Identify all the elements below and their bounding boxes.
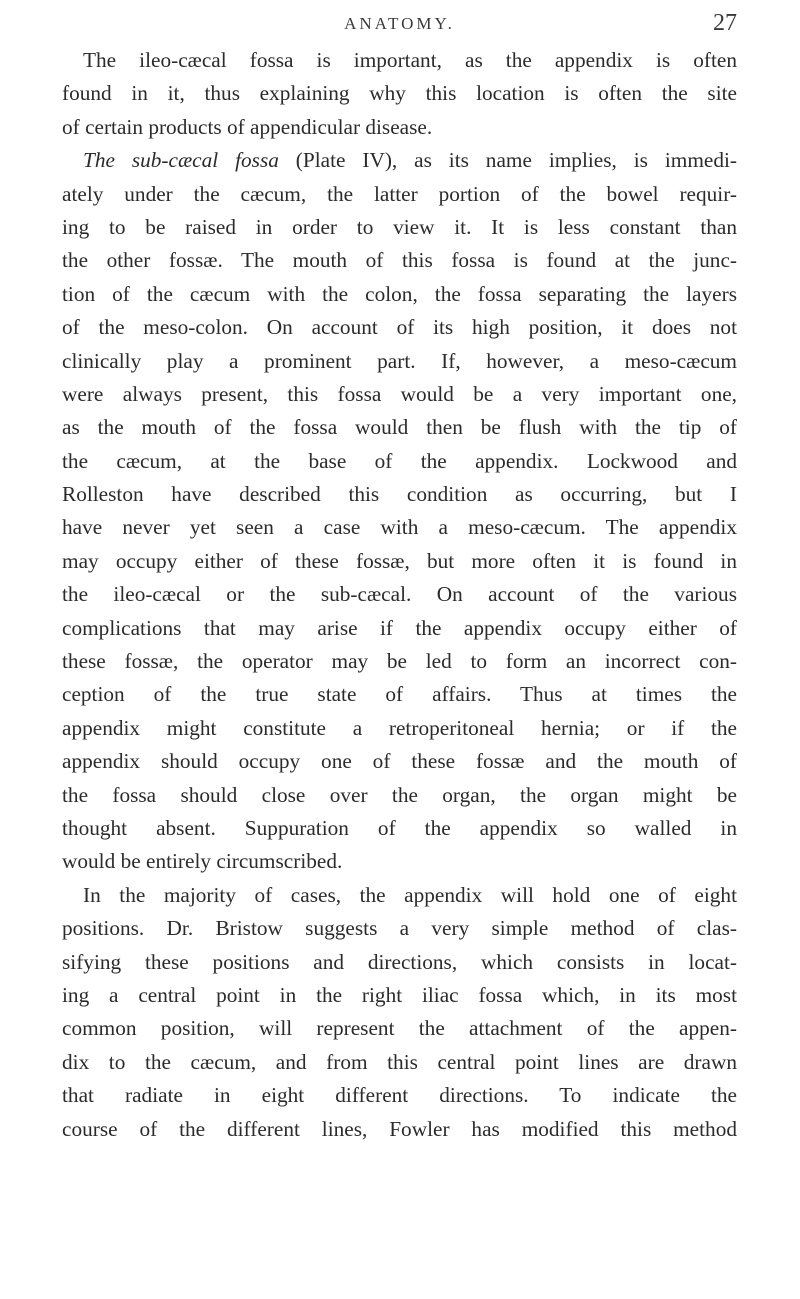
text-line: appendix might constitute a retroperitoneal hernia; or if the xyxy=(62,715,737,740)
text-line: were always present, this fossa would be a very important one, xyxy=(62,381,737,406)
text-line: positions. Dr. Bristow suggests a very simple method of clas- xyxy=(62,916,737,941)
text-line: Rolleston have described this condition as occurring, but I xyxy=(62,482,737,507)
text-line: these fossæ, the operator may be led to form an incorrect con- xyxy=(62,649,737,674)
text-line: the cæcum, at the base of the appendix. Lockwood and xyxy=(62,448,737,473)
text-line: of certain products of appendicular disease. xyxy=(62,114,433,139)
text-line: of the meso-colon. On account of its high position, it does not xyxy=(62,315,737,340)
body-text xyxy=(62,44,737,1146)
text-line: tion of the cæcum with the colon, the fossa separating the layers xyxy=(62,281,737,306)
italic-term: The sub-cæcal fossa xyxy=(83,148,279,173)
text-line: ing to be raised in order to view it. It is less constant than xyxy=(62,214,737,239)
text-line: as the mouth of the fossa would then be flush with the tip of xyxy=(62,415,737,440)
text-line xyxy=(62,144,737,177)
text-line: found in it, thus explaining why this location is often the site xyxy=(62,81,737,106)
text-line: that radiate in eight different directions. To indicate the xyxy=(62,1083,737,1108)
text-line: course of the different lines, Fowler has modified this method xyxy=(62,1116,737,1141)
text-line: dix to the cæcum, and from this central point lines are drawn xyxy=(62,1049,737,1074)
page-number: 27 xyxy=(713,10,737,36)
running-title: ANATOMY. xyxy=(344,14,455,33)
text-line: appendix should occupy one of these fossæ and the mouth of xyxy=(62,749,737,774)
text-line: In the majority of cases, the appendix will hold one of eight xyxy=(83,882,737,907)
running-head xyxy=(62,12,737,42)
text-line-rest: (Plate IV), as its name implies, is immedi- xyxy=(295,148,737,173)
text-line: common position, will represent the attachment of the appen- xyxy=(62,1016,737,1041)
text-line: the fossa should close over the organ, the organ might be xyxy=(62,782,737,807)
text-line: ception of the true state of affairs. Thus at times the xyxy=(62,682,737,707)
text-line: sifying these positions and directions, which consists in locat- xyxy=(62,949,737,974)
text-line: ately under the cæcum, the latter portion of the bowel requir- xyxy=(62,181,737,206)
text-line: may occupy either of these fossæ, but more often it is found in xyxy=(62,548,737,573)
text-line: complications that may arise if the appendix occupy either of xyxy=(62,615,737,640)
text-line: clinically play a prominent part. If, however, a meso-cæcum xyxy=(62,348,737,373)
text-line: thought absent. Suppuration of the appendix so walled in xyxy=(62,815,737,840)
text-line: ing a central point in the right iliac fossa which, in its most xyxy=(62,982,737,1007)
text-line: have never yet seen a case with a meso-cæcum. The appendix xyxy=(62,515,737,540)
text-line: The ileo-cæcal fossa is important, as the appendix is often xyxy=(83,48,737,72)
text-line: the ileo-cæcal or the sub-cæcal. On account of the various xyxy=(62,582,737,607)
text-line: the other fossæ. The mouth of this fossa is found at the junc- xyxy=(62,248,737,273)
text-line: would be entirely circumscribed. xyxy=(62,849,343,874)
